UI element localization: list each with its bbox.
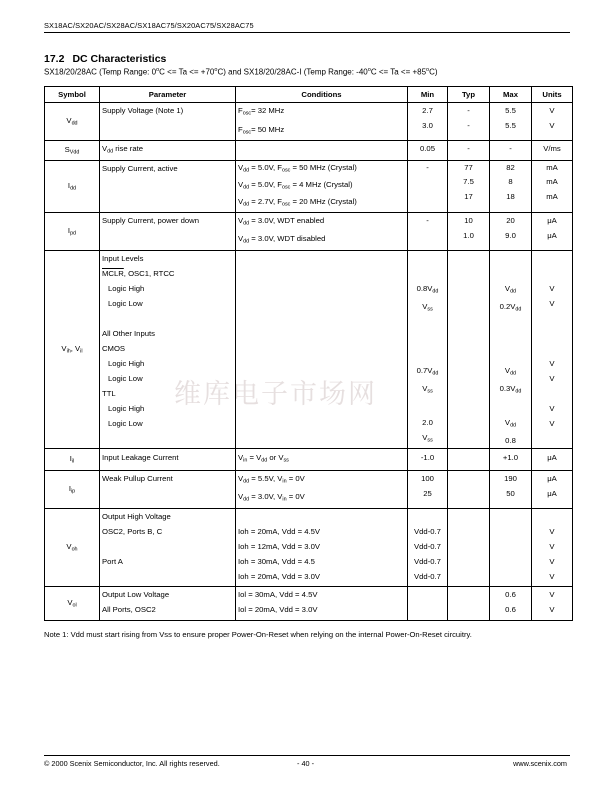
conditions-cell [236,250,408,449]
typ-cell [448,470,490,508]
min-cell: 2.7 3.0 [408,103,448,141]
table-row [45,470,573,508]
table-row [45,449,573,471]
table-row [45,250,573,449]
typ-cell: 10 1.0 [448,212,490,250]
max-cell: 82 8 18 [490,160,532,212]
col-parameter: Parameter [100,87,236,103]
conditions-cell: $V_{in} = V_{dd}$ or $V_{ss}$ [236,449,408,471]
conditions-cell: $V_{dd} = 3.0V$, WDT enabled $V_{dd} = 3.0V$, WDT disabled [236,212,408,250]
conditions-cell: Ioh = 20mA, Vdd = 4.5V Ioh = 12mA, Vdd = 3.0V Ioh = 30mA, Vdd = 4.5 Ioh = 20mA, Vdd = 3.0V [236,508,408,586]
parameter-cell: Input Leakage Current [100,449,236,471]
col-min: Min [408,87,448,103]
min-cell: - [408,160,448,212]
symbol-cell: $V_{dd}$ [45,103,100,141]
symbol-cell: $V_{ol}$ [45,586,100,620]
min-cell: 0.05 [408,141,448,161]
units-cell: μA μA [532,470,573,508]
table-row [45,160,573,212]
typ-cell [448,508,490,586]
max-cell [490,508,532,586]
table-row [45,212,573,250]
min-cell: -1.0 [408,449,448,471]
max-cell: 190 50 [490,470,532,508]
table-header-row [45,87,573,103]
max-cell: 0.6 0.6 [490,586,532,620]
section-number: 17.2 [44,53,65,65]
conditions-cell: $F_{osc}= 32$ MHz $F_{osc}= 50$ MHz [236,103,408,141]
conditions-cell [236,141,408,161]
units-cell: V V V V [532,508,573,586]
header-rule [44,32,570,33]
max-cell: 5.5 5.5 [490,103,532,141]
typ-cell: - - [448,103,490,141]
col-units: Units [532,87,573,103]
units-cell: V V V V V V [532,250,573,449]
col-typ: Typ [448,87,490,103]
parameter-cell: Output High Voltage OSC2, Ports B, C Port A [100,508,236,586]
max-cell: - [490,141,532,161]
parameter-cell: $V_{dd}$ rise rate [100,141,236,161]
watermark: 维库电子市场网 [174,379,377,410]
units-cell: V V [532,586,573,620]
typ-cell: - [448,141,490,161]
table-row [45,141,573,161]
footnote: Note 1: Vdd must start rising from Vss to ensure proper Power-On-Reset when relying on the internal Power-On-Reset circuitry. [44,630,472,639]
parameter-cell: Supply Current, active [100,160,236,212]
symbol-cell: $S_{Vdd}$ [45,141,100,161]
min-cell [408,586,448,620]
symbol-cell: $I_{ip}$ [45,470,100,508]
typ-cell: 77 7.5 17 [448,160,490,212]
units-cell: μA [532,449,573,471]
typ-cell [448,449,490,471]
dc-characteristics-table [44,86,573,621]
section-title: DC Characteristics [72,53,167,65]
typ-cell [448,250,490,449]
footer-url[interactable]: www.scenix.com [513,759,567,768]
min-cell: Vdd-0.7 Vdd-0.7 Vdd-0.7 Vdd-0.7 [408,508,448,586]
col-max: Max [490,87,532,103]
col-conditions: Conditions [236,87,408,103]
symbol-cell: $I_{il}$ [45,449,100,471]
symbol-cell: $V_{oh}$ [45,508,100,586]
typ-cell [448,586,490,620]
max-cell: 20 9.0 [490,212,532,250]
table-row [45,103,573,141]
col-symbol: Symbol [45,87,100,103]
section-heading [44,53,166,65]
units-cell: μA μA [532,212,573,250]
conditions-cell: $V_{dd} = 5.5V$, $V_{in} = 0V$ $V_{dd} = 3.0V$, $V_{in} = 0V$ [236,470,408,508]
min-cell: 100 25 [408,470,448,508]
units-cell: V/ms [532,141,573,161]
conditions-cell: Iol = 30mA, Vdd = 4.5V Iol = 20mA, Vdd = 3.0V [236,586,408,620]
min-cell: $0.8V_{dd}$ $V_{ss}$ $0.7V_{dd}$ $V_{ss}$ 2.0 $V_{ss}$ [408,250,448,449]
running-header: SX18AC/SX20AC/SX28AC/SX18AC75/SX20AC75/SX28AC75 [44,21,254,30]
conditions-cell: $V_{dd} = 5.0V$, $F_{osc} = 50$ MHz (Crystal) $V_{dd} = 5.0V$, $F_{osc} = 4$ MHz (Crystal) $V_{dd} = 2.7V$, $F_{osc} = 20$ MHz (Crystal) [236,160,408,212]
symbol-cell: $I_{pd}$ [45,212,100,250]
parameter-cell: Weak Pullup Current [100,470,236,508]
parameter-cell: Output Low Voltage All Ports, OSC2 [100,586,236,620]
symbol-cell: $I_{dd}$ [45,160,100,212]
footer-copyright: © 2000 Scenix Semiconductor, Inc. All rights reserved. [44,759,220,768]
max-cell: $V_{dd}$ $0.2V_{dd}$ $V_{dd}$ $0.3V_{dd}$ $V_{dd}$ 0.8 [490,250,532,449]
parameter-cell: Input Levels MCLR, OSC1, RTCC Logic High Logic Low All Other Inputs CMOS Logic High Logic Low TTL Logic High Logic Low [100,250,236,449]
parameter-cell: Supply Current, power down [100,212,236,250]
units-cell: mA mA mA [532,160,573,212]
footer-rule [44,755,570,756]
parameter-cell: Supply Voltage (Note 1) [100,103,236,141]
table-row [45,508,573,586]
footer-page-number: - 40 - [297,759,315,768]
symbol-cell: $V_{ih}$, $V_{il}$ [45,250,100,449]
min-cell: - [408,212,448,250]
table-row [45,586,573,620]
temperature-range-subtitle: SX18/20/28AC (Temp Range: $0^oC <= Ta <= +70^oC$) and SX18/20/28AC-I (Temp Range: $-40^oC <= Ta <= +85^oC$) [44,67,438,77]
units-cell: V V [532,103,573,141]
max-cell: +1.0 [490,449,532,471]
mclr-label: MCLR [102,268,124,278]
